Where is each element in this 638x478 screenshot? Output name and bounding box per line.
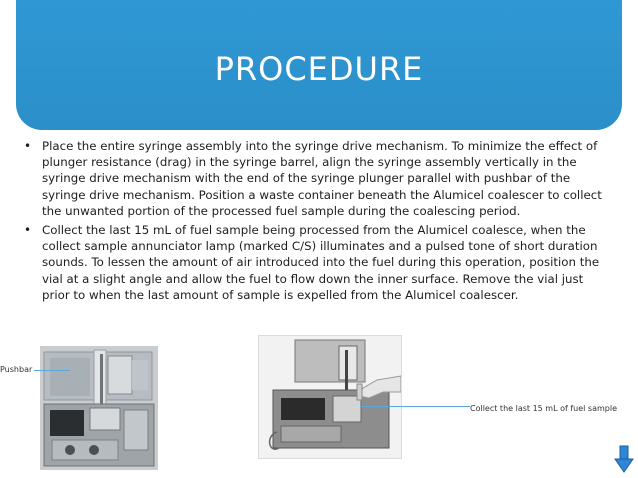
bullet-glyph: • <box>24 223 32 238</box>
instrument-photo-collect <box>258 335 402 459</box>
pushbar-leader-line <box>34 370 70 371</box>
bullet-text: Place the entire syringe assembly into the syringe drive mechanism. To minimize the effect of plunger resistance (drag) in the syringe barrel, align the syringe assembly vertically in the syringe drive mechanism with the end of the syringe plunger parallel with pushbar of the syringe drive mechanism. Position a waste container beneath the Alumicel coalescer to collect the unwanted portion of the processed fuel sample during the coalescing period. <box>42 139 602 218</box>
collect-caption: Collect the last 15 mL of fuel sample <box>470 404 617 413</box>
slide-title: PROCEDURE <box>214 50 424 88</box>
bullet-item <box>22 222 612 303</box>
collect-leader-line <box>360 406 470 407</box>
bullet-list <box>22 138 612 306</box>
pushbar-caption: Pushbar <box>0 365 33 374</box>
instrument-photo-pushbar <box>40 346 158 470</box>
bullet-text: Collect the last 15 mL of fuel sample being processed from the Alumicel coalesce, when the collect sample annunciator lamp (marked C/S) illuminates and a pulsed tone of short duration sounds. To lessen the amount of air introduced into the fuel during this operation, position the vial at a slight angle and allow the fuel to flow down the inner surface. Remove the vial just prior to when the last amount of sample is expelled from the Alumicel coalescer. <box>42 223 600 302</box>
bullet-glyph: • <box>24 139 32 153</box>
down-arrow-icon[interactable] <box>614 445 634 473</box>
bullet-item <box>22 138 612 219</box>
